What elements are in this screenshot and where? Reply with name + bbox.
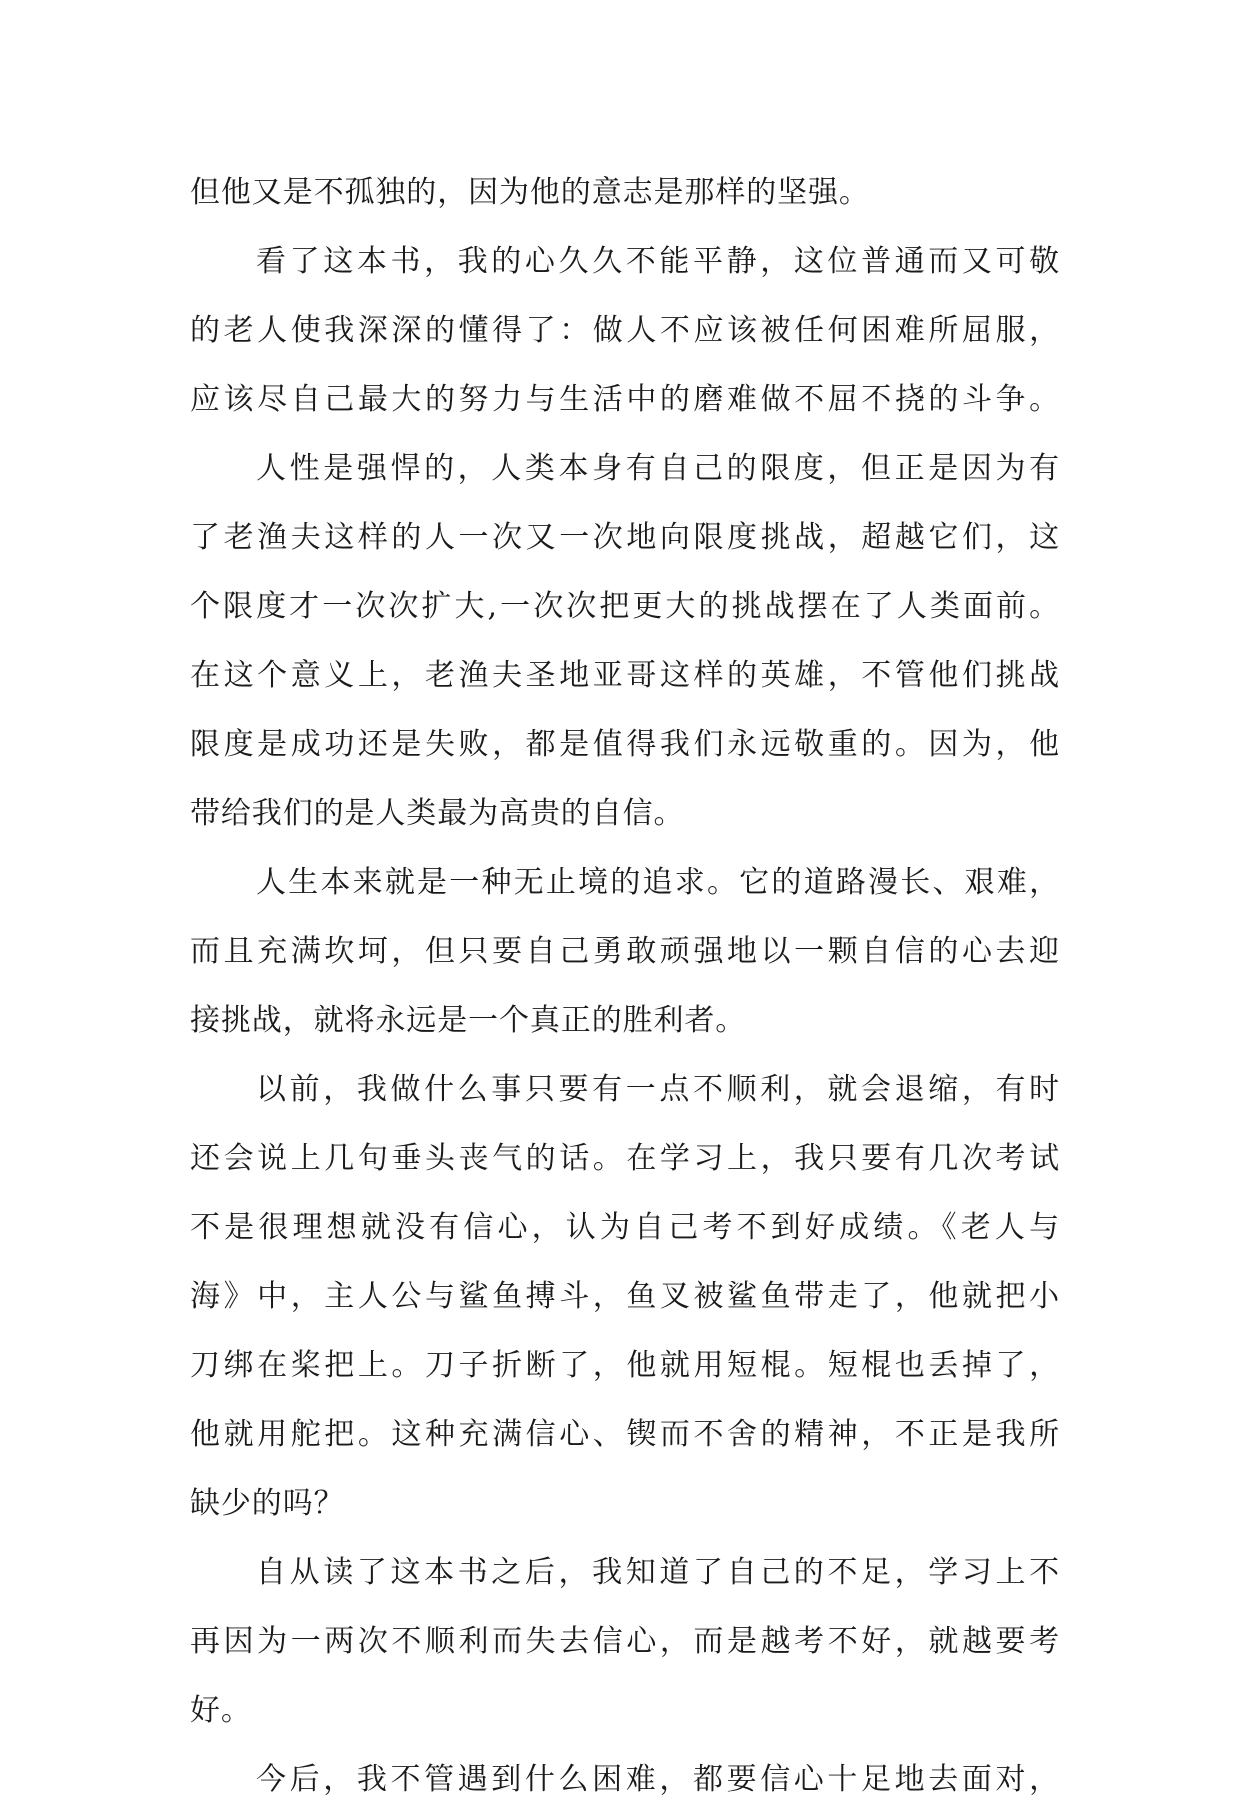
text-line: 而且充满坎坷，但只要自己勇敢顽强地以一颗自信的心去迎: [190, 934, 1060, 969]
text-line: 在这个意义上，老渔夫圣地亚哥这样的英雄，不管他们挑战: [190, 658, 1060, 693]
text-line: 还会说上几句垂头丧气的话。在学习上，我只要有几次考试: [190, 1141, 1060, 1176]
paragraph-first-line: 人性是强悍的，人类本身有自己的限度，但正是因为有: [256, 451, 1060, 486]
text-line: 他就用舵把。这种充满信心、锲而不舍的精神，不正是我所: [190, 1417, 1060, 1452]
text-line: 但他又是不孤独的，因为他的意志是那样的坚强。: [190, 175, 870, 210]
paragraph-first-line: 看了这本书，我的心久久不能平静，这位普通而又可敬: [256, 244, 1060, 279]
text-line: 海》中，主人公与鲨鱼搏斗，鱼叉被鲨鱼带走了，他就把小: [190, 1279, 1060, 1314]
text-line: 应该尽自己最大的努力与生活中的磨难做不屈不挠的斗争。: [190, 382, 1060, 417]
body-text: [190, 158, 1060, 1814]
paragraph-first-line: 自从读了这本书之后，我知道了自己的不足，学习上不: [256, 1555, 1060, 1590]
text-line: 再因为一两次不顺利而失去信心，而是越考不好，就越要考: [190, 1624, 1060, 1659]
text-line: 刀绑在桨把上。刀子折断了，他就用短棍。短棍也丢掉了，: [190, 1348, 1060, 1383]
paragraph-first-line: 今后，我不管遇到什么困难，都要信心十足地去面对，: [256, 1762, 1060, 1797]
text-line: 好。: [190, 1693, 252, 1728]
paragraph-first-line: 人生本来就是一种无止境的追求。它的道路漫长、艰难，: [256, 865, 1060, 900]
text-line: 的老人使我深深的懂得了：做人不应该被任何困难所屈服，: [190, 313, 1060, 348]
text-line: 限度是成功还是失败，都是值得我们永远敬重的。因为，他: [190, 727, 1060, 762]
text-line: 不是很理想就没有信心，认为自己考不到好成绩。《老人与: [190, 1210, 1060, 1245]
text-line: 带给我们的是人类最为高贵的自信。: [190, 796, 685, 831]
text-line: 了老渔夫这样的人一次又一次地向限度挑战，超越它们，这: [190, 520, 1060, 555]
text-line: 缺少的吗？: [190, 1486, 345, 1521]
text-line: 接挑战，就将永远是一个真正的胜利者。: [190, 1003, 747, 1038]
paragraph-first-line: 以前，我做什么事只要有一点不顺利，就会退缩，有时: [256, 1072, 1060, 1107]
text-line: 个限度才一次次扩大,一次次把更大的挑战摆在了人类面前。: [190, 589, 1060, 624]
